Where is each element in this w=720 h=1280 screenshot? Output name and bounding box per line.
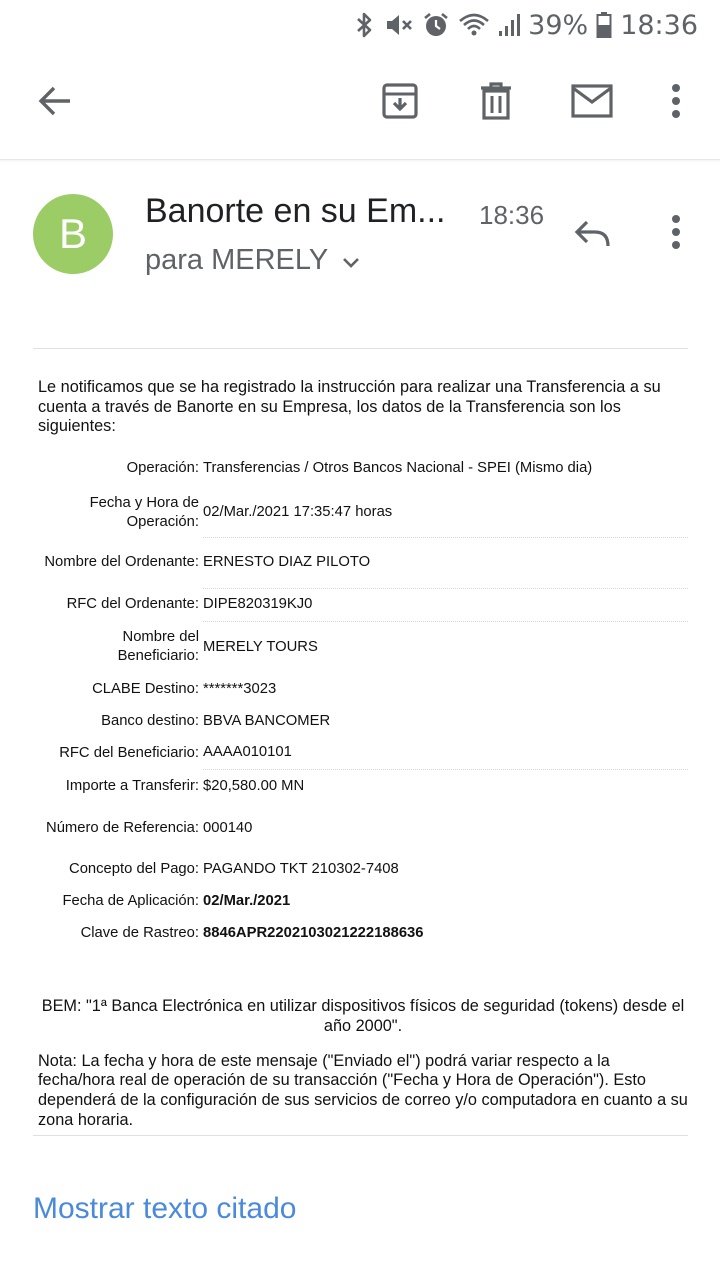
more-vert-icon — [670, 83, 682, 124]
row-value: 02/Mar./2021 17:35:47 horas — [203, 489, 688, 537]
footer-divider — [33, 1135, 688, 1136]
row-value: AAAA010101 — [203, 737, 688, 769]
table-row — [38, 673, 688, 705]
row-label: Operación: — [126, 459, 199, 476]
table-row — [38, 917, 688, 949]
table-row — [38, 447, 688, 489]
row-label: CLABE Destino: — [92, 680, 199, 697]
sender-name: Banorte en su Em... — [145, 192, 446, 230]
more-vert-icon — [670, 214, 682, 255]
table-row — [38, 705, 688, 737]
recipient-toggle[interactable] — [145, 244, 360, 277]
reply-icon — [573, 219, 611, 254]
table-row — [38, 769, 688, 803]
table-row — [38, 537, 688, 588]
intro-text: Le notificamos que se ha registrado la instrucción para realizar una Transferencia a su cuenta a través de Banorte en su Empresa, los datos de la Transferencia son los siguientes: — [38, 378, 661, 436]
show-quoted-text-link[interactable]: Mostrar texto citado — [33, 1192, 297, 1225]
table-row — [38, 737, 688, 769]
row-label: Nombre del Ordenante: — [44, 554, 199, 571]
alarm-icon — [422, 11, 450, 39]
status-bar — [0, 0, 720, 50]
table-row — [38, 621, 688, 673]
bem-notice: BEM: "1ª Banca Electrónica en utilizar dispositivos físicos de seguridad (tokens) desde el año 2000". — [41, 997, 685, 1035]
app-bar — [0, 50, 720, 160]
row-value: ERNESTO DIAZ PILOTO — [203, 537, 688, 588]
row-value: DIPE820319KJ0 — [203, 588, 688, 621]
row-label: Concepto del Pago: — [69, 860, 199, 877]
bluetooth-icon — [354, 11, 376, 39]
more-options-button[interactable] — [653, 80, 699, 126]
table-row — [38, 853, 688, 885]
archive-button[interactable] — [377, 80, 423, 126]
table-row — [38, 588, 688, 621]
row-value: 02/Mar./2021 — [203, 892, 291, 909]
row-label: RFC del Beneficiario: — [59, 744, 199, 761]
nota-text: Nota: La fecha y hora de este mensaje ("Enviado el") podrá variar respecto a la fecha/hora real de operación de su transacción ("Fecha y Hora de Operación"). Esto dependerá de la configuración de sus servicios de correo y/o computadora en cuanto a su zona horaria. — [38, 1051, 688, 1129]
email-time: 18:36 — [479, 200, 545, 230]
mute-icon — [384, 11, 414, 39]
message-more-button[interactable] — [654, 212, 698, 256]
back-arrow-icon — [37, 83, 73, 124]
mail-icon — [571, 84, 613, 123]
row-label: Banco destino: — [101, 712, 199, 729]
row-value: 8846APR2202103021222188636 — [203, 924, 424, 941]
header-divider — [33, 348, 688, 349]
signal-icon — [498, 11, 520, 39]
delete-button[interactable] — [473, 80, 519, 126]
table-row — [38, 885, 688, 917]
row-label: Importe a Transferir: — [65, 777, 199, 794]
mark-unread-button[interactable] — [569, 80, 615, 126]
trash-icon — [479, 82, 513, 125]
back-button[interactable] — [32, 80, 78, 126]
battery-percent: 39% — [528, 9, 589, 41]
row-label: Clave de Rastreo: — [80, 924, 199, 941]
row-value: $20,580.00 MN — [203, 777, 305, 794]
archive-icon — [381, 82, 419, 125]
row-value: PAGANDO TKT 210302-7408 — [203, 860, 399, 877]
row-value: 000140 — [203, 819, 253, 836]
avatar[interactable]: B — [33, 194, 113, 274]
transfer-details-table — [38, 447, 688, 949]
battery-icon — [596, 11, 612, 39]
row-label: Fecha de Aplicación: — [62, 892, 199, 909]
recipient-text: para MERELY — [145, 244, 329, 276]
row-value: *******3023 — [203, 680, 277, 697]
reply-button[interactable] — [568, 212, 616, 260]
row-label: Número de Referencia: — [46, 819, 199, 836]
row-label: Fecha y Hora de Operación: — [89, 495, 199, 531]
row-value: MERELY TOURS — [203, 638, 318, 655]
row-value: Transferencias / Otros Bancos Nacional - SPEI (Mismo dia) — [203, 459, 593, 476]
wifi-icon — [458, 11, 490, 39]
row-value: BBVA BANCOMER — [203, 712, 331, 729]
chevron-down-icon — [342, 244, 360, 277]
table-row — [38, 803, 688, 853]
row-label: Nombre del Beneficiario: — [117, 629, 199, 665]
email-body — [38, 378, 688, 1130]
status-time: 18:36 — [620, 9, 698, 41]
row-label: RFC del Ordenante: — [66, 596, 199, 613]
table-row — [38, 489, 688, 537]
